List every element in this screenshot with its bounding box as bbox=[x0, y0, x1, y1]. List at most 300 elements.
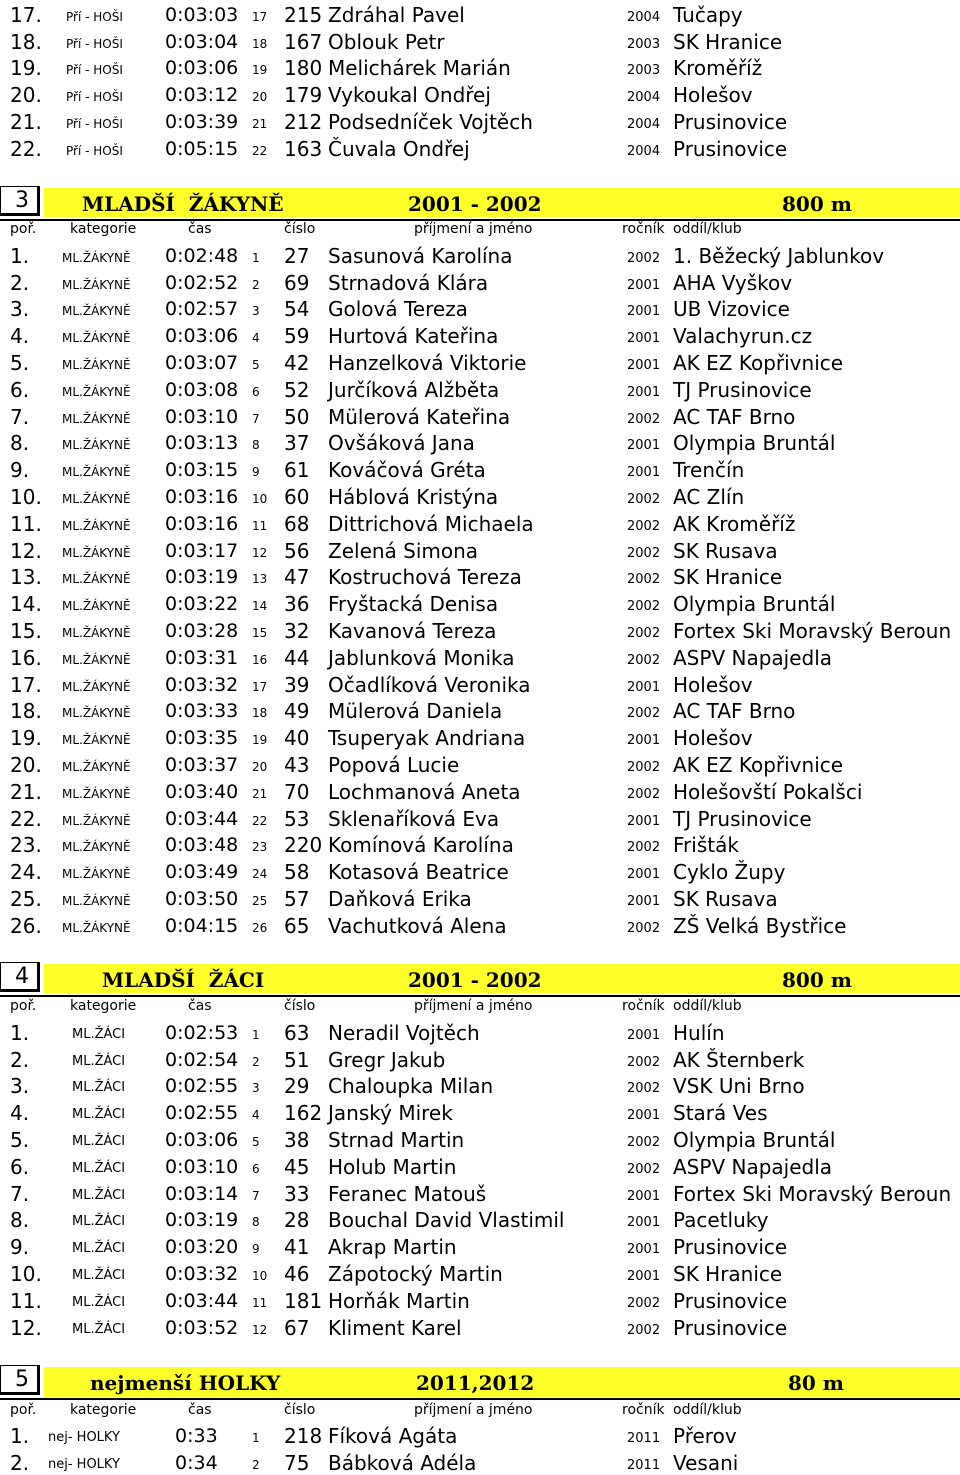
category-cell: ML.ŽÁKYNĚ bbox=[62, 304, 131, 319]
name-cell: Melichárek Marián bbox=[328, 56, 511, 81]
category-cell: ML.ŽÁKYNĚ bbox=[62, 545, 131, 560]
bib-number-cell: 60 bbox=[284, 484, 310, 509]
category-cell: ML.ŽÁKYNĚ bbox=[62, 491, 131, 506]
category-rank-cell: 2 bbox=[252, 1457, 260, 1472]
category-rank-cell: 6 bbox=[252, 1161, 260, 1176]
column-header-cis: číslo bbox=[284, 221, 316, 237]
rank-cell: 26. bbox=[10, 913, 42, 938]
club-cell: VSK Uni Brno bbox=[673, 1074, 805, 1099]
time-cell: 0:03:15 bbox=[165, 459, 239, 482]
club-cell: Prusinovice bbox=[673, 1235, 788, 1260]
club-cell: Vesani bbox=[673, 1450, 739, 1475]
bib-number-cell: 70 bbox=[284, 779, 310, 804]
time-cell: 0:03:32 bbox=[165, 673, 239, 696]
rank-cell: 11. bbox=[10, 1288, 42, 1313]
rank-cell: 8. bbox=[10, 1208, 30, 1233]
name-cell: Vykoukal Ondřej bbox=[328, 83, 491, 108]
rank-cell: 1. bbox=[10, 1020, 30, 1045]
section-title-bar bbox=[44, 1367, 960, 1397]
time-cell: 0:03:10 bbox=[165, 1155, 239, 1178]
bib-number-cell: 68 bbox=[284, 511, 310, 536]
category-cell: ML.ŽÁKYNĚ bbox=[62, 813, 131, 828]
table-row bbox=[0, 107, 960, 134]
section-distance: 800 m bbox=[782, 968, 852, 992]
category-rank-cell: 9 bbox=[252, 465, 260, 480]
club-cell: Tučapy bbox=[673, 2, 743, 27]
table-row bbox=[0, 777, 960, 804]
category-rank-cell: 2 bbox=[252, 277, 260, 292]
rank-cell: 5. bbox=[10, 350, 30, 375]
birth-year-cell: 2001 bbox=[627, 331, 661, 347]
club-cell: Fortex Ski Moravský Beroun bbox=[673, 618, 952, 643]
rank-cell: 3. bbox=[10, 297, 30, 322]
category-rank-cell: 20 bbox=[252, 90, 268, 105]
bib-number-cell: 49 bbox=[284, 699, 310, 724]
category-rank-cell: 15 bbox=[252, 625, 268, 640]
name-cell: Sasunová Karolína bbox=[328, 243, 513, 268]
category-rank-cell: 12 bbox=[252, 545, 268, 560]
club-cell: Trenčín bbox=[673, 458, 745, 483]
bib-number-cell: 181 bbox=[284, 1288, 323, 1313]
bib-number-cell: 53 bbox=[284, 806, 310, 831]
section-header bbox=[0, 186, 960, 216]
category-rank-cell: 23 bbox=[252, 840, 268, 855]
rank-cell: 15. bbox=[10, 618, 42, 643]
time-cell: 0:02:57 bbox=[165, 298, 239, 321]
birth-year-cell: 2002 bbox=[627, 518, 661, 534]
category-cell: ML.ŽÁCI bbox=[72, 1187, 126, 1203]
name-cell: Podsedníček Vojtěch bbox=[328, 109, 533, 134]
section-divider bbox=[0, 1398, 960, 1400]
category-rank-cell: 19 bbox=[252, 63, 268, 78]
name-cell: Mülerová Kateřina bbox=[328, 404, 511, 429]
birth-year-cell: 2001 bbox=[627, 465, 661, 481]
birth-year-cell: 2004 bbox=[627, 143, 661, 159]
column-header-row bbox=[0, 1402, 960, 1420]
rank-cell: 2. bbox=[10, 1047, 30, 1072]
birth-year-cell: 2002 bbox=[627, 1322, 661, 1338]
category-rank-cell: 18 bbox=[252, 36, 268, 51]
birth-year-cell: 2002 bbox=[627, 411, 661, 427]
rank-cell: 14. bbox=[10, 592, 42, 617]
category-cell: ML.ŽÁKYNĚ bbox=[62, 759, 131, 774]
time-cell: 0:05:15 bbox=[165, 137, 239, 160]
birth-year-cell: 2004 bbox=[627, 9, 661, 25]
bib-number-cell: 75 bbox=[284, 1450, 310, 1475]
rank-cell: 10. bbox=[10, 484, 42, 509]
category-rank-cell: 1 bbox=[252, 1430, 260, 1445]
bib-number-cell: 220 bbox=[284, 833, 323, 858]
birth-year-cell: 2002 bbox=[627, 759, 661, 775]
rank-cell: 18. bbox=[10, 29, 42, 54]
club-cell: SK Rusava bbox=[673, 886, 778, 911]
name-cell: Vachutková Alena bbox=[328, 913, 507, 938]
birth-year-cell: 2011 bbox=[627, 1430, 661, 1446]
category-rank-cell: 20 bbox=[252, 759, 268, 774]
time-cell: 0:03:28 bbox=[165, 619, 239, 642]
category-cell: ML.ŽÁKYNĚ bbox=[62, 331, 131, 346]
table-row bbox=[0, 831, 960, 858]
section-distance: 80 m bbox=[788, 1371, 844, 1395]
birth-year-cell: 2002 bbox=[627, 491, 661, 507]
birth-year-cell: 2001 bbox=[627, 733, 661, 749]
section-years: 2001 - 2002 bbox=[408, 968, 542, 992]
birth-year-cell: 2002 bbox=[627, 250, 661, 266]
rank-cell: 3. bbox=[10, 1074, 30, 1099]
column-header-kat: kategorie bbox=[70, 1402, 137, 1418]
bib-number-cell: 41 bbox=[284, 1235, 310, 1260]
category-cell: nej- HOLKY bbox=[48, 1429, 120, 1445]
rank-cell: 1. bbox=[10, 243, 30, 268]
section-title-bar bbox=[44, 188, 960, 218]
club-cell: AHA Vyškov bbox=[673, 270, 793, 295]
time-cell: 0:03:22 bbox=[165, 593, 239, 616]
category-cell: ML.ŽÁKYNĚ bbox=[62, 733, 131, 748]
time-cell: 0:33 bbox=[175, 1424, 218, 1447]
category-cell: ML.ŽÁCI bbox=[72, 1053, 126, 1069]
column-header-klub: oddíl/klub bbox=[673, 221, 742, 237]
table-row bbox=[0, 616, 960, 643]
category-cell: ML.ŽÁKYNĚ bbox=[62, 465, 131, 480]
column-header-cas: čas bbox=[188, 998, 212, 1014]
table-row bbox=[0, 1098, 960, 1125]
time-cell: 0:03:39 bbox=[165, 110, 239, 133]
time-cell: 0:03:16 bbox=[165, 485, 239, 508]
name-cell: Bouchal David Vlastimil bbox=[328, 1208, 565, 1233]
section-title-bar bbox=[44, 964, 960, 994]
column-header-kat: kategorie bbox=[70, 998, 137, 1014]
bib-number-cell: 37 bbox=[284, 431, 310, 456]
category-cell: ML.ŽÁKYNĚ bbox=[62, 625, 131, 640]
column-header-cis: číslo bbox=[284, 998, 316, 1014]
category-rank-cell: 17 bbox=[252, 679, 268, 694]
bib-number-cell: 45 bbox=[284, 1154, 310, 1179]
birth-year-cell: 2011 bbox=[627, 1457, 661, 1473]
category-rank-cell: 7 bbox=[252, 1188, 260, 1203]
category-cell: ML.ŽÁKYNĚ bbox=[62, 652, 131, 667]
category-rank-cell: 5 bbox=[252, 357, 260, 372]
name-cell: Kováčová Gréta bbox=[328, 458, 486, 483]
bib-number-cell: 39 bbox=[284, 672, 310, 697]
birth-year-cell: 2001 bbox=[627, 867, 661, 883]
birth-year-cell: 2002 bbox=[627, 920, 661, 936]
rank-cell: 16. bbox=[10, 645, 42, 670]
column-header-jmeno: příjmení a jméno bbox=[414, 998, 533, 1014]
time-cell: 0:02:55 bbox=[165, 1102, 239, 1125]
club-cell: ASPV Napajedla bbox=[673, 645, 833, 670]
table-row bbox=[0, 1206, 960, 1233]
bib-number-cell: 51 bbox=[284, 1047, 310, 1072]
club-cell: Holešov bbox=[673, 672, 753, 697]
category-cell: ML.ŽÁCI bbox=[72, 1214, 126, 1230]
bib-number-cell: 43 bbox=[284, 752, 310, 777]
table-row bbox=[0, 1286, 960, 1313]
name-cell: Lochmanová Aneta bbox=[328, 779, 521, 804]
name-cell: Fryštacká Denisa bbox=[328, 592, 499, 617]
category-rank-cell: 22 bbox=[252, 143, 268, 158]
name-cell: Janský Mirek bbox=[328, 1101, 453, 1126]
time-cell: 0:03:10 bbox=[165, 405, 239, 428]
category-cell: ML.ŽÁKYNĚ bbox=[62, 679, 131, 694]
rank-cell: 2. bbox=[10, 270, 30, 295]
name-cell: Čuvala Ondřej bbox=[328, 136, 470, 161]
table-row bbox=[0, 589, 960, 616]
section-number: 5 bbox=[0, 1365, 40, 1395]
birth-year-cell: 2004 bbox=[627, 90, 661, 106]
birth-year-cell: 2001 bbox=[627, 1242, 661, 1258]
table-row bbox=[0, 1448, 960, 1475]
rank-cell: 22. bbox=[10, 136, 42, 161]
bib-number-cell: 36 bbox=[284, 592, 310, 617]
club-cell: TJ Prusinovice bbox=[673, 806, 812, 831]
bib-number-cell: 44 bbox=[284, 645, 310, 670]
rank-cell: 4. bbox=[10, 324, 30, 349]
rank-cell: 17. bbox=[10, 672, 42, 697]
birth-year-cell: 2001 bbox=[627, 813, 661, 829]
rank-cell: 13. bbox=[10, 565, 42, 590]
category-cell: ML.ŽÁKYNĚ bbox=[62, 438, 131, 453]
name-cell: Kostruchová Tereza bbox=[328, 565, 522, 590]
name-cell: Očadlíková Veronika bbox=[328, 672, 531, 697]
club-cell: SK Hranice bbox=[673, 565, 783, 590]
table-row bbox=[0, 1152, 960, 1179]
club-cell: Holešov bbox=[673, 83, 753, 108]
category-cell: ML.ŽÁKYNĚ bbox=[62, 357, 131, 372]
name-cell: Zdráhal Pavel bbox=[328, 2, 465, 27]
rank-cell: 7. bbox=[10, 404, 30, 429]
table-row bbox=[0, 321, 960, 348]
category-cell: ML.ŽÁCI bbox=[72, 1241, 126, 1257]
table-row bbox=[0, 0, 960, 27]
table-row bbox=[0, 241, 960, 268]
birth-year-cell: 2002 bbox=[627, 786, 661, 802]
bib-number-cell: 52 bbox=[284, 377, 310, 402]
birth-year-cell: 2001 bbox=[627, 438, 661, 454]
time-cell: 0:03:17 bbox=[165, 539, 239, 562]
rank-cell: 12. bbox=[10, 1315, 42, 1340]
table-row bbox=[0, 348, 960, 375]
category-rank-cell: 13 bbox=[252, 572, 268, 587]
section-title: MLADŠÍ ŽÁKYNĚ bbox=[82, 192, 284, 216]
club-cell: Fortex Ski Moravský Beroun bbox=[673, 1181, 952, 1206]
club-cell: SK Hranice bbox=[673, 1261, 783, 1286]
time-cell: 0:03:08 bbox=[165, 378, 239, 401]
birth-year-cell: 2001 bbox=[627, 1215, 661, 1231]
time-cell: 0:34 bbox=[175, 1451, 218, 1474]
birth-year-cell: 2002 bbox=[627, 1295, 661, 1311]
table-row bbox=[0, 1421, 960, 1448]
club-cell: AK Kroměříž bbox=[673, 511, 796, 536]
section-divider bbox=[0, 995, 960, 997]
name-cell: Mülerová Daniela bbox=[328, 699, 503, 724]
rank-cell: 23. bbox=[10, 833, 42, 858]
birth-year-cell: 2001 bbox=[627, 1108, 661, 1124]
table-row bbox=[0, 804, 960, 831]
name-cell: Bábková Adéla bbox=[328, 1450, 477, 1475]
category-rank-cell: 24 bbox=[252, 867, 268, 882]
table-row bbox=[0, 295, 960, 322]
section-title: MLADŠÍ ŽÁCI bbox=[102, 968, 265, 992]
category-rank-cell: 19 bbox=[252, 733, 268, 748]
name-cell: Zápotocký Martin bbox=[328, 1261, 503, 1286]
category-cell: Pří - HOŠI bbox=[66, 63, 123, 78]
category-cell: ML.ŽÁKYNĚ bbox=[62, 920, 131, 935]
time-cell: 0:03:06 bbox=[165, 1128, 239, 1151]
club-cell: SK Rusava bbox=[673, 538, 778, 563]
club-cell: Olympia Bruntál bbox=[673, 431, 836, 456]
time-cell: 0:02:54 bbox=[165, 1048, 239, 1071]
name-cell: Zelená Simona bbox=[328, 538, 479, 563]
rank-cell: 6. bbox=[10, 377, 30, 402]
time-cell: 0:03:04 bbox=[165, 30, 239, 53]
club-cell: AC TAF Brno bbox=[673, 699, 796, 724]
bib-number-cell: 69 bbox=[284, 270, 310, 295]
name-cell: Feranec Matouš bbox=[328, 1181, 487, 1206]
bib-number-cell: 58 bbox=[284, 860, 310, 885]
bib-number-cell: 179 bbox=[284, 83, 323, 108]
club-cell: Prusinovice bbox=[673, 109, 788, 134]
club-cell: Hulín bbox=[673, 1020, 725, 1045]
bib-number-cell: 47 bbox=[284, 565, 310, 590]
category-cell: ML.ŽÁKYNĚ bbox=[62, 706, 131, 721]
rank-cell: 21. bbox=[10, 109, 42, 134]
name-cell: Strnad Martin bbox=[328, 1127, 465, 1152]
time-cell: 0:03:37 bbox=[165, 753, 239, 776]
table-row bbox=[0, 670, 960, 697]
birth-year-cell: 2002 bbox=[627, 599, 661, 615]
birth-year-cell: 2004 bbox=[627, 116, 661, 132]
table-row bbox=[0, 750, 960, 777]
time-cell: 0:03:52 bbox=[165, 1316, 239, 1339]
table-row bbox=[0, 1018, 960, 1045]
rank-cell: 7. bbox=[10, 1181, 30, 1206]
club-cell: SK Hranice bbox=[673, 29, 783, 54]
category-rank-cell: 25 bbox=[252, 893, 268, 908]
rank-cell: 9. bbox=[10, 1235, 30, 1260]
category-rank-cell: 9 bbox=[252, 1242, 260, 1257]
category-cell: ML.ŽÁKYNĚ bbox=[62, 786, 131, 801]
rank-cell: 24. bbox=[10, 860, 42, 885]
category-rank-cell: 11 bbox=[252, 1295, 268, 1310]
time-cell: 0:03:44 bbox=[165, 807, 239, 830]
name-cell: Komínová Karolína bbox=[328, 833, 514, 858]
birth-year-cell: 2001 bbox=[627, 1188, 661, 1204]
birth-year-cell: 2002 bbox=[627, 1161, 661, 1177]
club-cell: Olympia Bruntál bbox=[673, 1127, 836, 1152]
category-rank-cell: 1 bbox=[252, 1027, 260, 1042]
time-cell: 0:03:19 bbox=[165, 566, 239, 589]
category-cell: ML.ŽÁCI bbox=[72, 1026, 126, 1042]
table-row bbox=[0, 54, 960, 81]
club-cell: AK Šternberk bbox=[673, 1047, 805, 1072]
time-cell: 0:02:53 bbox=[165, 1021, 239, 1044]
time-cell: 0:03:31 bbox=[165, 646, 239, 669]
table-row bbox=[0, 643, 960, 670]
name-cell: Ovšáková Jana bbox=[328, 431, 475, 456]
time-cell: 0:03:33 bbox=[165, 700, 239, 723]
category-cell: Pří - HOŠI bbox=[66, 90, 123, 105]
bib-number-cell: 167 bbox=[284, 29, 323, 54]
birth-year-cell: 2001 bbox=[627, 277, 661, 293]
bib-number-cell: 42 bbox=[284, 350, 310, 375]
rank-cell: 4. bbox=[10, 1101, 30, 1126]
time-cell: 0:03:20 bbox=[165, 1236, 239, 1259]
time-cell: 0:03:35 bbox=[165, 727, 239, 750]
bib-number-cell: 56 bbox=[284, 538, 310, 563]
category-rank-cell: 4 bbox=[252, 1108, 260, 1123]
name-cell: Popová Lucie bbox=[328, 752, 460, 777]
category-rank-cell: 17 bbox=[252, 9, 268, 24]
section-number: 3 bbox=[0, 186, 40, 216]
time-cell: 0:03:07 bbox=[165, 351, 239, 374]
bib-number-cell: 54 bbox=[284, 297, 310, 322]
name-cell: Hanzelková Viktorie bbox=[328, 350, 527, 375]
bib-number-cell: 29 bbox=[284, 1074, 310, 1099]
club-cell: Holešovští Pokalšci bbox=[673, 779, 863, 804]
category-cell: ML.ŽÁKYNĚ bbox=[62, 277, 131, 292]
table-row bbox=[0, 723, 960, 750]
time-cell: 0:03:12 bbox=[165, 84, 239, 107]
bib-number-cell: 67 bbox=[284, 1315, 310, 1340]
category-cell: ML.ŽÁKYNĚ bbox=[62, 250, 131, 265]
birth-year-cell: 2002 bbox=[627, 1054, 661, 1070]
rank-cell: 19. bbox=[10, 56, 42, 81]
column-header-cis: číslo bbox=[284, 1402, 316, 1418]
time-cell: 0:03:03 bbox=[165, 3, 239, 26]
birth-year-cell: 2002 bbox=[627, 706, 661, 722]
category-rank-cell: 2 bbox=[252, 1054, 260, 1069]
club-cell: Frišták bbox=[673, 833, 739, 858]
birth-year-cell: 2001 bbox=[627, 1027, 661, 1043]
section-title: nejmenší HOLKY bbox=[90, 1371, 281, 1395]
category-cell: ML.ŽÁCI bbox=[72, 1080, 126, 1096]
category-rank-cell: 3 bbox=[252, 1081, 260, 1096]
table-row bbox=[0, 80, 960, 107]
club-cell: Valachyrun.cz bbox=[673, 324, 813, 349]
table-row bbox=[0, 911, 960, 938]
category-rank-cell: 8 bbox=[252, 438, 260, 453]
category-rank-cell: 10 bbox=[252, 1268, 268, 1283]
rank-cell: 6. bbox=[10, 1154, 30, 1179]
table-row bbox=[0, 27, 960, 54]
category-cell: ML.ŽÁKYNĚ bbox=[62, 867, 131, 882]
birth-year-cell: 2001 bbox=[627, 357, 661, 373]
name-cell: Háblová Kristýna bbox=[328, 484, 499, 509]
time-cell: 0:04:15 bbox=[165, 914, 239, 937]
club-cell: Stará Ves bbox=[673, 1101, 768, 1126]
bib-number-cell: 50 bbox=[284, 404, 310, 429]
category-cell: ML.ŽÁKYNĚ bbox=[62, 893, 131, 908]
column-header-rocnik: ročník bbox=[622, 221, 665, 237]
birth-year-cell: 2001 bbox=[627, 679, 661, 695]
category-rank-cell: 5 bbox=[252, 1134, 260, 1149]
rank-cell: 2. bbox=[10, 1450, 30, 1475]
rank-cell: 11. bbox=[10, 511, 42, 536]
time-cell: 0:03:06 bbox=[165, 57, 239, 80]
name-cell: Jablunková Monika bbox=[328, 645, 515, 670]
bib-number-cell: 32 bbox=[284, 618, 310, 643]
rank-cell: 5. bbox=[10, 1127, 30, 1152]
column-header-cas: čas bbox=[188, 1402, 212, 1418]
time-cell: 0:02:52 bbox=[165, 271, 239, 294]
category-rank-cell: 10 bbox=[252, 491, 268, 506]
club-cell: ASPV Napajedla bbox=[673, 1154, 833, 1179]
category-rank-cell: 8 bbox=[252, 1215, 260, 1230]
name-cell: Strnadová Klára bbox=[328, 270, 489, 295]
bib-number-cell: 46 bbox=[284, 1261, 310, 1286]
birth-year-cell: 2003 bbox=[627, 63, 661, 79]
table-row bbox=[0, 1259, 960, 1286]
